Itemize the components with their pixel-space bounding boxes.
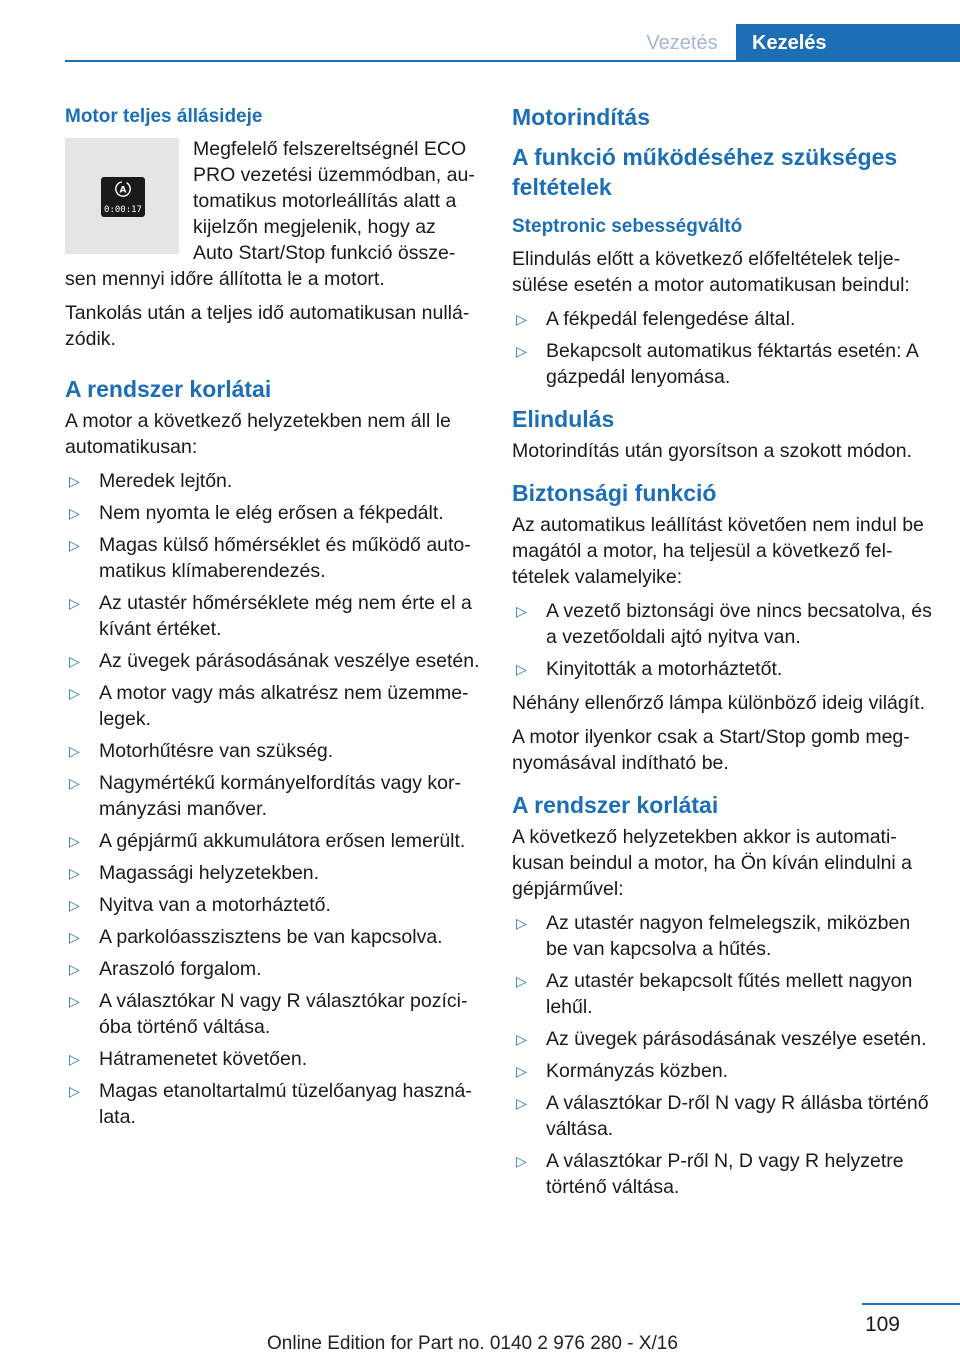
list-item <box>512 968 932 1020</box>
triangle-bullet-icon: ▷ <box>69 595 80 611</box>
steptronic-list <box>512 306 932 390</box>
page-number: 109 <box>864 1313 900 1336</box>
auto-start-stop-display <box>101 177 145 217</box>
list-item-text: A motor vagy más alkatrész nem üzemmelegek. <box>99 682 469 730</box>
list-item <box>65 1078 480 1130</box>
list-item <box>512 1148 932 1200</box>
triangle-bullet-icon: ▷ <box>69 929 80 945</box>
list-item-text: Az üvegek párásodásának veszélye esetén. <box>546 1028 927 1050</box>
list-item <box>512 598 932 650</box>
triangle-bullet-icon: ▷ <box>516 1095 527 1111</box>
start-text: Motorindítás után gyorsítson a szokott módon. <box>512 440 912 462</box>
list-item-text: Hátramenetet követően. <box>99 1048 308 1070</box>
triangle-bullet-icon: ▷ <box>69 653 80 669</box>
limits-list <box>65 468 480 1130</box>
list-item-text: Az utastér hőmérséklete még nem érte el a kívánt értéket. <box>99 592 472 640</box>
list-item <box>65 468 480 494</box>
list-item-text: A vezető biztonsági öve nincs becsatolva, és a vezetőoldali ajtó nyitva van. <box>546 600 932 648</box>
edition-text: Online Edition for Part no. 0140 2 976 280 - X/16 <box>267 1333 678 1354</box>
triangle-bullet-icon: ▷ <box>69 505 80 521</box>
list-item <box>65 532 480 584</box>
list-item <box>65 648 480 674</box>
header-rule <box>65 60 960 62</box>
list-item <box>512 1058 932 1084</box>
right-column <box>512 100 932 1208</box>
section-title-engine-start: Motorindítás <box>512 104 650 130</box>
list-item <box>65 828 480 854</box>
list-item-text: Magas etanoltartalmú tüzelőanyag használata. <box>99 1080 472 1128</box>
list-item-text: Bekapcsolt automatikus féktartás esetén: A gázpedál lenyomása. <box>546 340 918 388</box>
list-item-text: Nem nyomta le elég erősen a fékpedált. <box>99 502 444 524</box>
list-item-text: A fékpedál felengedése által. <box>546 308 796 330</box>
triangle-bullet-icon: ▷ <box>516 973 527 989</box>
header-tab-vezetes[interactable]: Vezetés <box>646 32 718 54</box>
list-item <box>65 500 480 526</box>
list-item-text: Nyitva van a motorháztető. <box>99 894 331 916</box>
safety-list <box>512 598 932 682</box>
list-item-text: Motorhűtésre van szükség. <box>99 740 334 762</box>
triangle-bullet-icon: ▷ <box>69 833 80 849</box>
triangle-bullet-icon: ▷ <box>69 743 80 759</box>
triangle-bullet-icon: ▷ <box>69 865 80 881</box>
triangle-bullet-icon: ▷ <box>516 343 527 359</box>
section-heading-conditions: A funkció működéséhez szükséges feltételek <box>512 144 898 200</box>
auto-start-stop-icon <box>114 180 132 198</box>
triangle-bullet-icon: ▷ <box>516 311 527 327</box>
section-heading-limits-right: A rendszer korlátai <box>512 792 719 818</box>
list-item-text: Kinyitották a motorháztetőt. <box>546 658 783 680</box>
display-illustration <box>65 138 179 254</box>
list-item-text: A választókar D-ről N vagy R állásba történő váltása. <box>546 1092 929 1140</box>
left-column <box>65 100 480 1138</box>
limits-right-text: A következő helyzetekben akkor is automatikusan beindul a motor, ha Ön kíván elindulni a gépjárművel: <box>512 826 913 900</box>
triangle-bullet-icon: ▷ <box>69 775 80 791</box>
header-tab-kezeles[interactable]: Kezelés <box>736 24 960 62</box>
list-item <box>512 306 932 332</box>
list-item-text: Meredek lejtőn. <box>99 470 233 492</box>
triangle-bullet-icon: ▷ <box>69 961 80 977</box>
list-item <box>65 988 480 1040</box>
list-item-text: A gépjármű akkumulátora erősen lemerült. <box>99 830 466 852</box>
intro-text: Megfelelő felszereltségnél ECO PRO vezetési üzemmódban, automatikus motorleállítás alatt a kijelzőn megjelenik, hogy az Auto Start/Stop funkció összesen mennyi időre állította le a motort. <box>65 138 475 290</box>
list-item <box>65 924 480 950</box>
limits-intro: A motor a következő helyzetekben nem áll le automatikusan: <box>65 410 451 458</box>
svg-text:A: A <box>119 185 127 196</box>
triangle-bullet-icon: ▷ <box>69 897 80 913</box>
list-item-text: Araszoló forgalom. <box>99 958 262 980</box>
steptronic-text: Elindulás előtt a következő előfeltételek teljesülése esetén a motor automatikusan beindul: <box>512 248 910 296</box>
intro-block <box>65 136 480 292</box>
triangle-bullet-icon: ▷ <box>69 1083 80 1099</box>
list-item-text: A választókar N vagy R választókar pozícióba történő váltása. <box>99 990 468 1038</box>
list-item <box>512 1026 932 1052</box>
list-item <box>65 956 480 982</box>
triangle-bullet-icon: ▷ <box>516 1063 527 1079</box>
list-item <box>512 910 932 962</box>
list-item-text: Az üvegek párásodásának veszélye esetén. <box>99 650 480 672</box>
section-heading-start: Elindulás <box>512 406 615 432</box>
list-item <box>65 892 480 918</box>
triangle-bullet-icon: ▷ <box>516 915 527 931</box>
limits-right-list <box>512 910 932 1200</box>
triangle-bullet-icon: ▷ <box>69 685 80 701</box>
list-item <box>65 680 480 732</box>
section-title-total-stop-time: Motor teljes állásideje <box>65 106 263 127</box>
list-item-text: Magassági helyzetekben. <box>99 862 320 884</box>
list-item <box>65 738 480 764</box>
triangle-bullet-icon: ▷ <box>516 603 527 619</box>
list-item-text: Nagymértékű kormányelfordítás vagy kormányzási manőver. <box>99 772 461 820</box>
triangle-bullet-icon: ▷ <box>69 473 80 489</box>
refuel-text: Tankolás után a teljes idő automatikusan nullázódik. <box>65 302 470 350</box>
triangle-bullet-icon: ▷ <box>516 661 527 677</box>
list-item <box>512 1090 932 1142</box>
list-item <box>512 656 932 682</box>
list-item-text: A parkolóasszisztens be van kapcsolva. <box>99 926 443 948</box>
display-time: 0:00:17 <box>104 205 142 215</box>
list-item-text: Magas külső hőmérséklet és működő automatikus klímaberendezés. <box>99 534 471 582</box>
list-item <box>65 1046 480 1072</box>
list-item-text: A választókar P-ről N, D vagy R helyzetre történő váltása. <box>546 1150 904 1198</box>
list-item <box>65 590 480 642</box>
triangle-bullet-icon: ▷ <box>69 993 80 1009</box>
list-item-text: Az utastér bekapcsolt fűtés mellett nagyon lehűl. <box>546 970 913 1018</box>
footer-rule <box>862 1303 960 1305</box>
safety-text: Az automatikus leállítást követően nem indul be magától a motor, ha teljesül a következő feltételek valamelyike: <box>512 514 924 588</box>
section-heading-limits: A rendszer korlátai <box>65 376 272 402</box>
list-item <box>65 860 480 886</box>
lamps-text: Néhány ellenőrző lámpa különböző ideig világít. <box>512 692 926 714</box>
subheading-steptronic: Steptronic sebességváltó <box>512 216 743 237</box>
triangle-bullet-icon: ▷ <box>516 1031 527 1047</box>
list-item-text: Az utastér nagyon felmelegszik, miközben be van kapcsolva a hűtés. <box>546 912 911 960</box>
triangle-bullet-icon: ▷ <box>69 1051 80 1067</box>
list-item-text: Kormányzás közben. <box>546 1060 729 1082</box>
section-heading-safety: Biztonsági funkció <box>512 480 717 506</box>
button-text: A motor ilyenkor csak a Start/Stop gomb megnyomásával indítható be. <box>512 726 910 774</box>
triangle-bullet-icon: ▷ <box>69 537 80 553</box>
list-item <box>65 770 480 822</box>
list-item <box>512 338 932 390</box>
triangle-bullet-icon: ▷ <box>516 1153 527 1169</box>
